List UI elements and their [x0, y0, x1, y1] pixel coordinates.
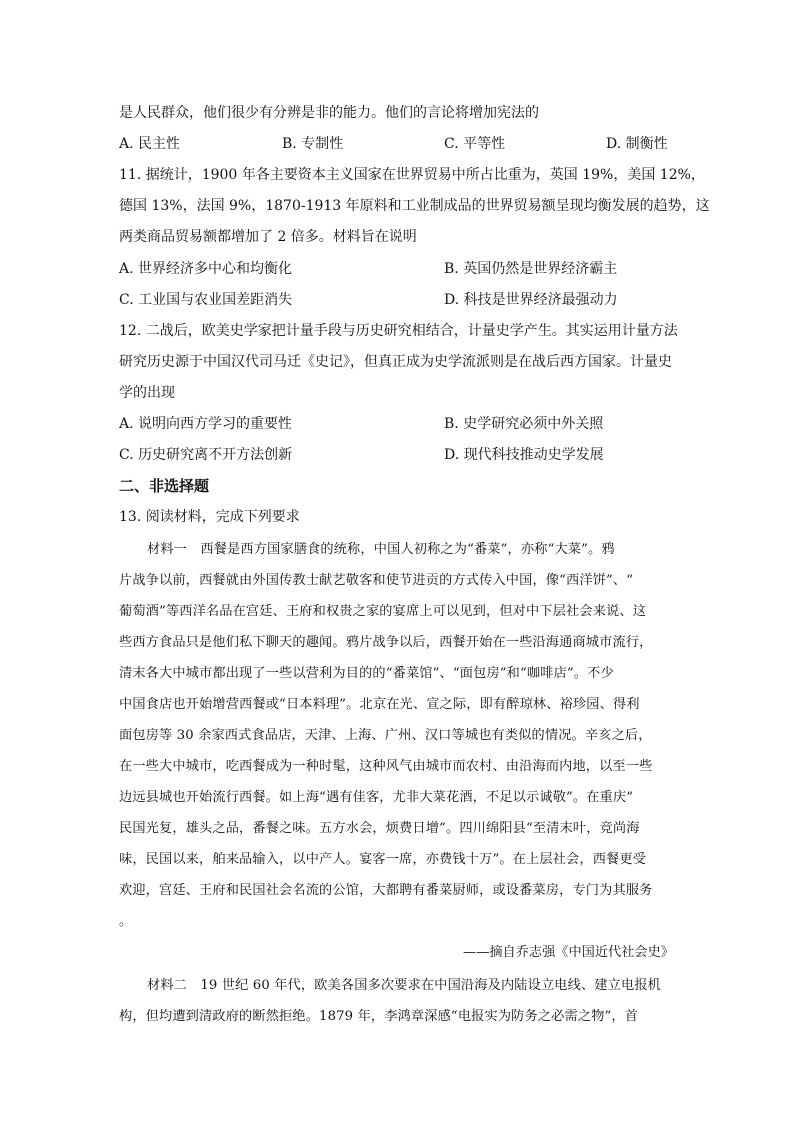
material1-line: 材料一 西餐是西方国家膳食的统称，中国人初称之为“番菜”，亦称“大菜”。鸦	[147, 542, 615, 557]
q11-option-a: A. 世界经济多中心和均衡化	[119, 261, 293, 277]
option-c: C. 平等性	[444, 136, 506, 152]
q11-option-b: B. 英国仍然是世界经济霸主	[444, 261, 618, 277]
q11-stem-line: 11. 据统计，1900 年各主要资本主义国家在世界贸易中所占比重为，英国 19%，美国 12%，	[119, 167, 705, 183]
material1-line: 面包房等 30 余家西式食品店，天津、上海、广州、汉口等城也有类似的情况。辛亥之后，	[119, 728, 652, 743]
option-d: D. 制衡性	[606, 136, 668, 152]
material1-line: 清末各大中城市都出现了一些以营利为目的的“番菜馆”、“面包房”和“咖啡店”。不少	[119, 666, 614, 681]
material1-line: 些西方食品只是他们私下聊天的趣闻。鸦片战争以后，西餐开始在一些沿海通商城市流行，	[119, 635, 653, 650]
material2-line: 材料二 19 世纪 60 年代，欧美各国多次要求在中国沿海及内陆设立电线、建立电报机	[147, 978, 661, 993]
material1-line: 中国食店也开始增营西餐或“日本料理”。北京在光、宣之际，即有醉琼林、裕珍园、得利	[119, 697, 640, 712]
material1-line: 在一些大中城市，吃西餐成为一种时髦，这种风气由城市而农村、由沿海而内地，以至一些	[119, 759, 653, 774]
q12-stem-line: 12. 二战后，欧美史学家把计量手段与历史研究相结合，计量史学产生。其实运用计量方法	[119, 323, 678, 339]
q11-stem-line: 两类商品贸易额都增加了 2 倍多。材料旨在说明	[119, 229, 417, 245]
q11-stem-line: 德国 13%，法国 9%，1870-1913 年原料和工业制成品的世界贸易额呈现均衡发展的趋势，这	[119, 198, 710, 214]
q11-option-d: D. 科技是世界经济最强动力	[444, 292, 618, 308]
material1-line: 片战争以前，西餐就由外国传教士献艺敬客和使节进贡的方式传入中国，像“西洋饼”、“	[119, 573, 634, 588]
material2-line: 构，但均遭到清政府的断然拒绝。1879 年，李鸿章深感“电报实为防务之必需之物”，首	[119, 1009, 639, 1024]
q11-option-c: C. 工业国与农业国差距消失	[119, 292, 293, 308]
material1-line: 。	[119, 914, 133, 929]
q12-stem-line: 研究历史源于中国汉代司马迁《史记》，但真正成为史学流派则是在战后西方国家。计量史	[119, 354, 672, 370]
q12-option-a: A. 说明向西方学习的重要性	[119, 416, 293, 432]
q12-option-d: D. 现代科技推动史学发展	[444, 447, 604, 463]
q12-stem-line: 学的出现	[119, 385, 175, 401]
q12-option-c: C. 历史研究离不开方法创新	[119, 447, 293, 463]
material1-source: ——摘自乔志强《中国近代社会史》	[463, 945, 674, 960]
material1-line: 味，民国以来，舶来品输入，以中产人。宴客一席，亦费钱十万”。在上层社会，西餐更受	[119, 852, 647, 867]
option-a: A. 民主性	[119, 136, 181, 152]
q12-option-b: B. 史学研究必须中外关照	[444, 416, 604, 432]
section-title: 二、非选择题	[119, 477, 210, 495]
q13-stem: 13. 阅读材料，完成下列要求	[119, 509, 300, 525]
material1-line: 欢迎，宫廷、王府和民国社会名流的公馆，大都聘有番菜厨师，或设番菜房，专门为其服务	[119, 883, 653, 898]
option-b: B. 专制性	[282, 136, 344, 152]
material1-line: 边远县城也开始流行西餐。如上海“遇有佳客，尤非大菜花酒，不足以示诚敬”。在重庆“	[119, 790, 634, 805]
material1-line: 民国光复，雄头之品，番餐之味。五方水会，烦费日增”。四川绵阳县“至清末叶，竞尚海	[119, 821, 640, 836]
question-continuation: 是人民群众，他们很少有分辨是非的能力。他们的言论将增加宪法的	[119, 105, 539, 121]
material1-line: 葡萄酒”等西洋名品在宫廷、王府和权贵之家的宴席上可以见到，但对中下层社会来说、这	[119, 604, 647, 619]
